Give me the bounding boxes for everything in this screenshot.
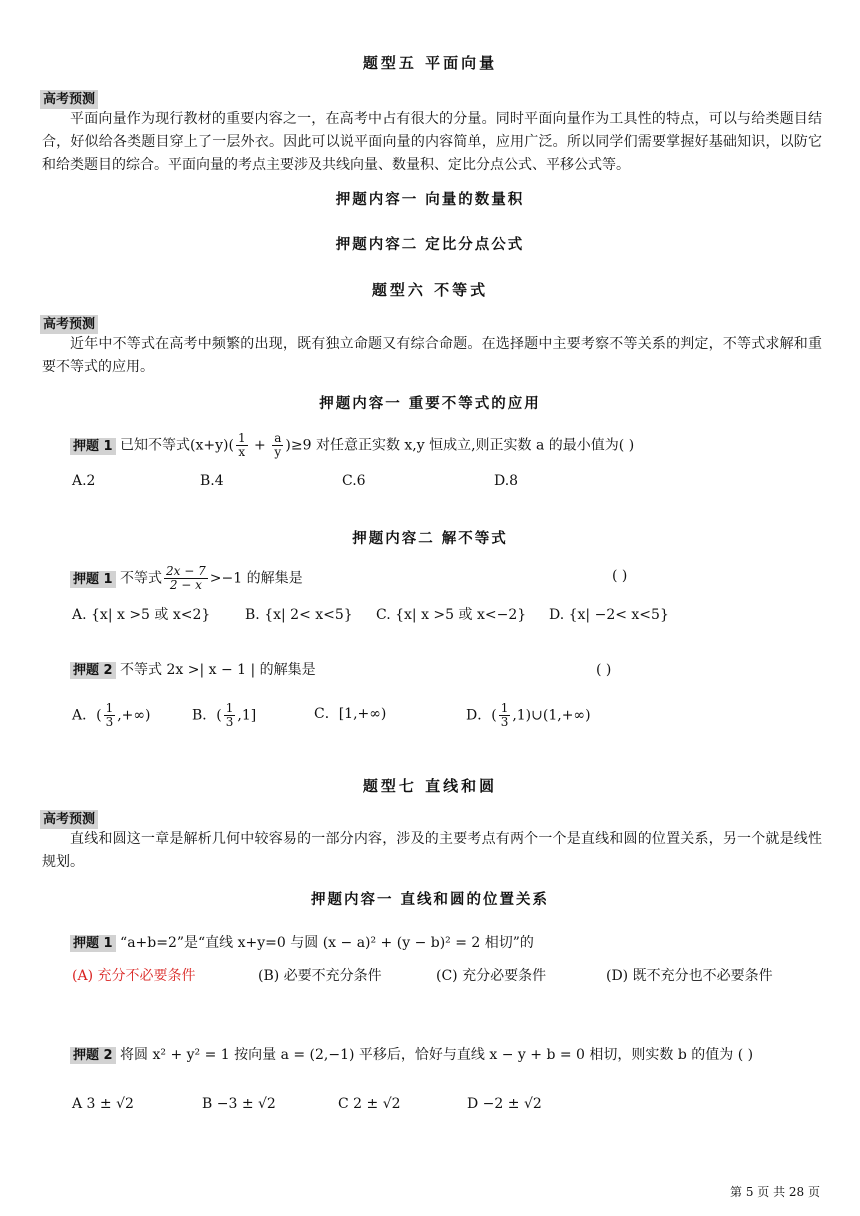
problem-label: 押题 1 bbox=[70, 438, 116, 455]
option-b: B．( $\frac{1}{3}$ ,1] bbox=[192, 701, 257, 729]
option-c: C 2 ± √2 bbox=[338, 1096, 401, 1112]
option-b: (B) 必要不充分条件 bbox=[258, 968, 382, 984]
section-title-inequality: 题型六 不等式 bbox=[371, 281, 489, 299]
option-d: D −2 ± √2 bbox=[467, 1096, 542, 1112]
problem-label: 押题 2 bbox=[70, 1047, 116, 1064]
problem-1-line-circle: 押题 1 “a+b=2”是“直线 x+y=0 与圆 (x − a)² + (y − b)² = 2 相切”的 bbox=[70, 933, 534, 953]
problem-2-solve: 押题 2 不等式 2x >| x − 1 | 的解集是 bbox=[70, 660, 316, 680]
option-c: C．[1,+∞) bbox=[314, 706, 387, 722]
section-title-lines-circles: 题型七 直线和圆 bbox=[362, 777, 498, 795]
subheading-dot-product: 押题内容一 向量的数量积 bbox=[335, 192, 525, 208]
option-a: A 3 ± √2 bbox=[72, 1096, 134, 1112]
option-a: A.2 bbox=[72, 473, 96, 489]
option-a: A. {x| x >5 或 x<2} bbox=[72, 607, 211, 623]
problem-label: 押题 1 bbox=[70, 571, 116, 588]
section-title-vectors: 题型五 平面向量 bbox=[362, 54, 498, 72]
option-c: C.6 bbox=[342, 473, 366, 489]
answer-paren: ( ) bbox=[596, 662, 612, 678]
option-b: B. {x| 2< x<5} bbox=[245, 607, 353, 623]
option-c: C. {x| x >5 或 x<−2} bbox=[376, 607, 527, 623]
option-b: B −3 ± √2 bbox=[202, 1096, 276, 1112]
forecast-tag: 高考预测 bbox=[40, 810, 98, 829]
option-d: D. {x| −2< x<5} bbox=[549, 607, 669, 623]
problem-1-inequality: 押题 1 已知不等式(x+y)( $\frac{1}{x}$ + $\frac{a}{y}$ )≥9 对任意正实数 x,y 恒成立,则正实数 a 的最小值为( ) bbox=[70, 432, 634, 459]
answer-paren: ( ) bbox=[612, 568, 628, 584]
option-c: (C) 充分必要条件 bbox=[436, 968, 547, 984]
inequality-intro-paragraph: 近年中不等式在高考中频繁的出现，既有独立命题又有综合命题。在选择题中主要考察不等关系的判定，不等式求解和重要不等式的应用。 bbox=[42, 336, 822, 375]
problem-1-solve: 押题 1 不等式 $\frac{2x - 7}{2 - x}$ >−1 的解集是 bbox=[70, 565, 303, 592]
subheading-section-formula: 押题内容二 定比分点公式 bbox=[335, 237, 525, 253]
page-number: 第 5 页 共 28 页 bbox=[730, 1185, 820, 1199]
option-d: (D) 既不充分也不必要条件 bbox=[606, 968, 773, 984]
forecast-tag: 高考预测 bbox=[40, 90, 98, 109]
option-b: B.4 bbox=[200, 473, 224, 489]
lines-circles-intro-paragraph: 直线和圆这一章是解析几何中较容易的一部分内容，涉及的主要考点有两个一个是直线和圆的位置关系，另一个就是线性规划。 bbox=[42, 831, 822, 870]
option-a: (A) 充分不必要条件 bbox=[72, 968, 196, 984]
problem-2-translation: 押题 2 将圆 x² + y² = 1 按向量 a = (2,−1) 平移后，恰好与直线 x − y + b = 0 相切，则实数 b 的值为 ( ) bbox=[70, 1045, 753, 1065]
subheading-important-inequality: 押题内容一 重要不等式的应用 bbox=[319, 396, 541, 412]
option-d: D.8 bbox=[494, 473, 519, 489]
option-a: A．( $\frac{1}{3}$ ,+∞) bbox=[72, 701, 151, 729]
subheading-line-circle-position: 押题内容一 直线和圆的位置关系 bbox=[310, 892, 550, 908]
option-d: D．( $\frac{1}{3}$ ,1)∪(1,+∞) bbox=[466, 701, 591, 729]
problem-label: 押题 2 bbox=[70, 662, 116, 679]
forecast-tag: 高考预测 bbox=[40, 315, 98, 334]
subheading-solve-inequality: 押题内容二 解不等式 bbox=[352, 531, 508, 547]
problem-label: 押题 1 bbox=[70, 935, 116, 952]
vectors-intro-paragraph: 平面向量作为现行教材的重要内容之一，在高考中占有很大的分量。同时平面向量作为工具性的特点，可以与给类题目结合，好似给各类题目穿上了一层外衣。因此可以说平面向量的内容简单，应用广泛。所以同学们需要掌握好基础知识，以防它和给类题目的综合。平面向量的考点主要涉及共线向量、数量积、定比分点公式、平移公式等。 bbox=[42, 111, 822, 173]
